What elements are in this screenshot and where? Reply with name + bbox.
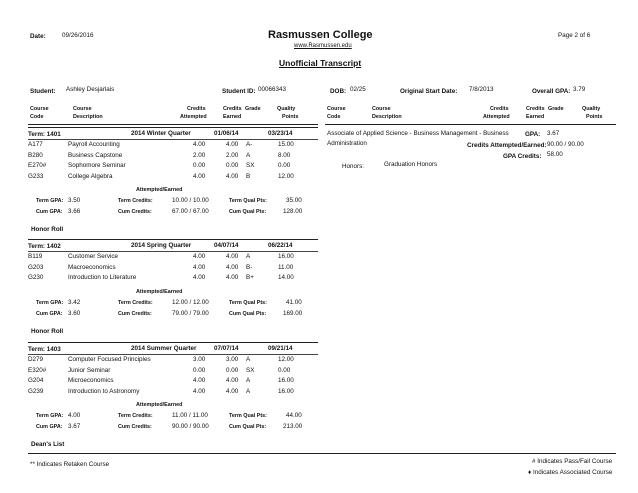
credits-earned: 0.00 bbox=[226, 366, 239, 374]
course-description: Computer Focused Principles bbox=[68, 356, 151, 363]
course-code: B280 bbox=[28, 151, 43, 159]
course-description: Business Capstone bbox=[68, 151, 123, 159]
cum-qual-pts: 213.00 bbox=[283, 423, 303, 431]
college-url[interactable]: www.Rasmussen.edu bbox=[294, 43, 352, 49]
course-row bbox=[28, 152, 318, 162]
term-end-date: 06/22/14 bbox=[268, 242, 293, 249]
course-code: G230 bbox=[28, 274, 44, 282]
cum-gpa: 3.67 bbox=[68, 423, 81, 431]
course-row bbox=[28, 162, 318, 172]
college-name: Rasmussen College bbox=[268, 29, 373, 41]
term-rule bbox=[28, 239, 318, 240]
credits-attempted: 4.00 bbox=[193, 387, 206, 395]
start-date: 7/8/2013 bbox=[469, 86, 494, 93]
course-row bbox=[28, 264, 318, 274]
term-qual-pts-label: Term Qual Pts: bbox=[229, 413, 267, 420]
quality-points: 16.00 bbox=[278, 377, 294, 385]
course-code: B119 bbox=[28, 253, 43, 260]
footer-rule bbox=[28, 453, 616, 454]
term-qual-pts: 35.00 bbox=[286, 197, 302, 205]
associated-legend: ♦ Indicates Associated Course bbox=[528, 469, 613, 476]
term-credits-label: Term Credits: bbox=[118, 413, 153, 420]
col-course-desc-1: Course bbox=[372, 106, 391, 112]
quality-points: 16.00 bbox=[278, 253, 294, 260]
term-credits-label: Term Credits: bbox=[118, 198, 153, 205]
term-credits: 11.00 / 11.00 bbox=[172, 412, 208, 420]
col-course-desc-2: Description bbox=[73, 114, 103, 120]
term-gpa-label: Term GPA: bbox=[36, 198, 64, 205]
quality-points: 15.00 bbox=[278, 141, 294, 148]
course-description: Sophomore Seminar bbox=[68, 162, 126, 170]
course-grade: A bbox=[246, 387, 251, 395]
retaken-legend: ** Indicates Retaken Course bbox=[30, 461, 110, 468]
credits-attempted: 4.00 bbox=[193, 377, 206, 385]
credits-attempted: 4.00 bbox=[193, 263, 206, 271]
term-label: Term: 1401 bbox=[28, 131, 61, 138]
col-course-code-1: Course bbox=[30, 106, 49, 112]
dob: 02/25 bbox=[350, 86, 366, 93]
course-grade: A- bbox=[246, 141, 253, 148]
term-gpa-label: Term GPA: bbox=[36, 413, 64, 420]
term-gpa: 3.42 bbox=[68, 298, 81, 306]
course-description: Introduction to Literature bbox=[68, 274, 137, 282]
course-code: G203 bbox=[28, 263, 44, 271]
quality-points: 16.00 bbox=[278, 387, 294, 395]
overall-gpa-label: Overall GPA: bbox=[532, 88, 571, 95]
term-name: 2014 Winter Quarter bbox=[131, 130, 191, 137]
course-row bbox=[28, 274, 318, 284]
cum-credits: 67.00 / 67.00 bbox=[172, 208, 209, 216]
honors-value: Graduation Honors bbox=[384, 161, 438, 168]
cum-qual-pts: 128.00 bbox=[283, 208, 303, 216]
cum-gpa-label: Cum GPA: bbox=[36, 209, 63, 216]
cum-qual-pts-label: Cum Qual Pts: bbox=[229, 209, 267, 216]
term-start-date: 01/06/14 bbox=[214, 130, 239, 137]
cum-credits-label: Cum Credits: bbox=[118, 424, 152, 431]
term-label: Term: 1402 bbox=[28, 243, 61, 250]
term-gpa-label: Term GPA: bbox=[36, 299, 64, 306]
header-rule-right bbox=[325, 124, 616, 125]
credits-earned: 4.00 bbox=[226, 172, 239, 180]
student-id-label: Student ID: bbox=[222, 88, 256, 95]
date-label: Date: bbox=[30, 33, 46, 40]
course-description: Microeconomics bbox=[68, 377, 114, 385]
course-grade: SX bbox=[246, 366, 255, 374]
col-course-code-1: Course bbox=[327, 106, 346, 112]
quality-points: 12.00 bbox=[278, 172, 294, 180]
credits-earned: 2.00 bbox=[226, 151, 239, 159]
course-grade: A bbox=[246, 151, 251, 159]
course-grade: B- bbox=[246, 263, 253, 271]
credits-earned: 4.00 bbox=[226, 377, 239, 385]
gpa-credits: 58.00 bbox=[547, 151, 563, 158]
credits-attempted: 4.00 bbox=[193, 274, 206, 282]
term-start-date: 07/07/14 bbox=[214, 345, 239, 352]
cum-credits-label: Cum Credits: bbox=[118, 209, 152, 216]
term-name: 2014 Spring Quarter bbox=[131, 242, 192, 249]
honor-designation: Honor Roll bbox=[31, 226, 64, 234]
term-qual-pts: 44.00 bbox=[286, 412, 302, 420]
term-gpa: 3.50 bbox=[68, 197, 81, 205]
page-number: Page 2 of 6 bbox=[558, 32, 591, 39]
col-course-desc-2: Description bbox=[372, 114, 402, 120]
cum-gpa-label: Cum GPA: bbox=[36, 310, 63, 317]
col-course-desc-1: Course bbox=[73, 106, 92, 112]
cum-qual-pts-label: Cum Qual Pts: bbox=[229, 310, 267, 317]
student-id: 00066343 bbox=[258, 86, 287, 93]
course-row bbox=[28, 388, 318, 398]
start-date-label: Original Start Date: bbox=[400, 88, 458, 95]
col-credits-att-1: Credits bbox=[490, 106, 509, 112]
credits-attempted: 4.00 bbox=[193, 141, 206, 148]
credits-attempted: 2.00 bbox=[193, 151, 206, 159]
header-rule-left bbox=[28, 124, 318, 125]
cum-qual-pts-label: Cum Qual Pts: bbox=[229, 424, 267, 431]
honor-designation: Dean's List bbox=[31, 441, 65, 449]
col-quality-2: Points bbox=[282, 114, 299, 120]
program-name-line1: Associate of Applied Science - Business Management - Business bbox=[327, 130, 509, 137]
credits-attempted: 0.00 bbox=[193, 366, 206, 374]
course-code: G239 bbox=[28, 387, 44, 395]
course-grade: B+ bbox=[246, 274, 254, 282]
student-label: Student: bbox=[30, 88, 56, 95]
document-title: Unofficial Transcript bbox=[279, 58, 362, 68]
col-credits-earned-2: Earned bbox=[223, 114, 242, 120]
cum-qual-pts: 169.00 bbox=[283, 309, 303, 317]
term-qual-pts-label: Term Qual Pts: bbox=[229, 198, 267, 205]
col-credits-att-1: Credits bbox=[187, 106, 206, 112]
col-grade: Grade bbox=[548, 106, 564, 112]
cum-gpa-label: Cum GPA: bbox=[36, 424, 63, 431]
print-date: 09/26/2016 bbox=[62, 32, 94, 39]
credits-attempted: 0.00 bbox=[193, 162, 206, 170]
course-grade: B bbox=[246, 172, 251, 180]
course-row bbox=[28, 173, 318, 183]
course-row bbox=[28, 253, 318, 263]
term-credits: 10.00 / 10.00 bbox=[172, 197, 209, 205]
credits-att-earned-label: Credits Attempted/Earned: bbox=[467, 142, 547, 149]
overall-gpa: 3.79 bbox=[573, 86, 586, 93]
term-qual-pts-label: Term Qual Pts: bbox=[229, 299, 267, 306]
honors-label: Honors: bbox=[342, 163, 365, 170]
credits-earned: 4.00 bbox=[226, 387, 239, 395]
credits-earned: 4.00 bbox=[226, 253, 239, 260]
term-qual-pts: 41.00 bbox=[286, 298, 302, 306]
term-credits: 12.00 / 12.00 bbox=[172, 298, 209, 306]
col-course-code-2: Code bbox=[327, 114, 341, 120]
course-grade: SX bbox=[246, 162, 255, 170]
term-rule bbox=[28, 127, 318, 128]
student-name: Ashley Desjarlais bbox=[66, 86, 115, 93]
course-description: Macroeconomics bbox=[68, 263, 116, 271]
attempted-earned-label: Attempted/Earned bbox=[136, 288, 183, 295]
term-end-date: 03/23/14 bbox=[268, 130, 293, 137]
course-grade: A bbox=[246, 356, 251, 363]
credits-earned: 4.00 bbox=[226, 274, 239, 282]
cum-gpa: 3.60 bbox=[68, 309, 81, 317]
course-code: G233 bbox=[28, 172, 44, 180]
term-sub-rule bbox=[28, 139, 318, 140]
col-credits-earned-1: Credits bbox=[223, 106, 242, 112]
course-row bbox=[28, 356, 318, 366]
cum-credits-label: Cum Credits: bbox=[118, 310, 152, 317]
quality-points: 11.00 bbox=[278, 263, 294, 271]
course-description: Introduction to Astronomy bbox=[68, 387, 140, 395]
course-description: Junior Seminar bbox=[68, 366, 111, 374]
dob-label: DOB: bbox=[330, 88, 347, 95]
program-name-line2: Administration bbox=[327, 140, 367, 147]
term-name: 2014 Summer Quarter bbox=[131, 345, 197, 352]
course-row bbox=[28, 377, 318, 387]
course-code: G204 bbox=[28, 377, 44, 385]
course-code: E270# bbox=[28, 162, 47, 170]
credits-attempted: 3.00 bbox=[193, 356, 206, 363]
col-grade: Grade bbox=[245, 106, 261, 112]
course-code: E320# bbox=[28, 366, 47, 374]
credits-att-earned: 90.00 / 90.00 bbox=[547, 141, 584, 148]
term-sub-rule bbox=[28, 251, 318, 252]
quality-points: 0.00 bbox=[278, 366, 291, 374]
col-quality-2: Points bbox=[586, 114, 603, 120]
cum-credits: 79.00 / 79.00 bbox=[172, 309, 209, 317]
term-end-date: 09/21/14 bbox=[268, 345, 293, 352]
gpa-credits-label: GPA Credits: bbox=[503, 153, 542, 160]
quality-points: 14.00 bbox=[278, 274, 294, 282]
credits-earned: 4.00 bbox=[226, 263, 239, 271]
honor-designation: Honor Roll bbox=[31, 327, 64, 335]
passfail-legend: # Indicates Pass/Fail Course bbox=[532, 458, 613, 465]
credits-attempted: 4.00 bbox=[193, 172, 206, 180]
quality-points: 8.00 bbox=[278, 151, 291, 159]
cum-credits: 90.00 / 90.00 bbox=[172, 423, 209, 431]
quality-points: 12.00 bbox=[278, 356, 294, 363]
col-credits-earned-2: Earned bbox=[526, 114, 545, 120]
credits-earned: 0.00 bbox=[226, 162, 239, 170]
quality-points: 0.00 bbox=[278, 162, 291, 170]
term-rule bbox=[28, 342, 318, 343]
degree-gpa-label: GPA: bbox=[525, 131, 541, 138]
term-credits-label: Term Credits: bbox=[118, 299, 153, 306]
term-gpa: 4.00 bbox=[68, 412, 81, 420]
col-quality-1: Quality bbox=[277, 106, 296, 112]
course-row bbox=[28, 367, 318, 377]
course-grade: A bbox=[246, 377, 251, 385]
degree-gpa: 3.67 bbox=[547, 130, 560, 137]
term-label: Term: 1403 bbox=[28, 346, 61, 353]
credits-attempted: 4.00 bbox=[193, 253, 206, 260]
cum-gpa: 3.66 bbox=[68, 208, 81, 216]
col-credits-earned-1: Credits bbox=[526, 106, 545, 112]
course-description: College Algebra bbox=[68, 172, 113, 180]
term-sub-rule bbox=[28, 354, 318, 355]
course-grade: A bbox=[246, 253, 251, 260]
course-description: Customer Service bbox=[68, 253, 119, 260]
attempted-earned-label: Attempted/Earned bbox=[136, 187, 183, 194]
col-course-code-2: Code bbox=[30, 114, 44, 120]
term-start-date: 04/07/14 bbox=[214, 242, 239, 249]
col-credits-att-2: Attempted bbox=[180, 114, 207, 120]
credits-earned: 3.00 bbox=[226, 356, 239, 363]
col-credits-att-2: Attempted bbox=[483, 114, 510, 120]
course-code: A177 bbox=[28, 141, 43, 148]
course-description: Payroll Accounting bbox=[68, 141, 120, 148]
col-quality-1: Quality bbox=[582, 106, 601, 112]
attempted-earned-label: Attempted/Earned bbox=[136, 402, 183, 409]
credits-earned: 4.00 bbox=[226, 141, 239, 148]
course-row bbox=[28, 141, 318, 151]
course-code: D279 bbox=[28, 356, 44, 363]
